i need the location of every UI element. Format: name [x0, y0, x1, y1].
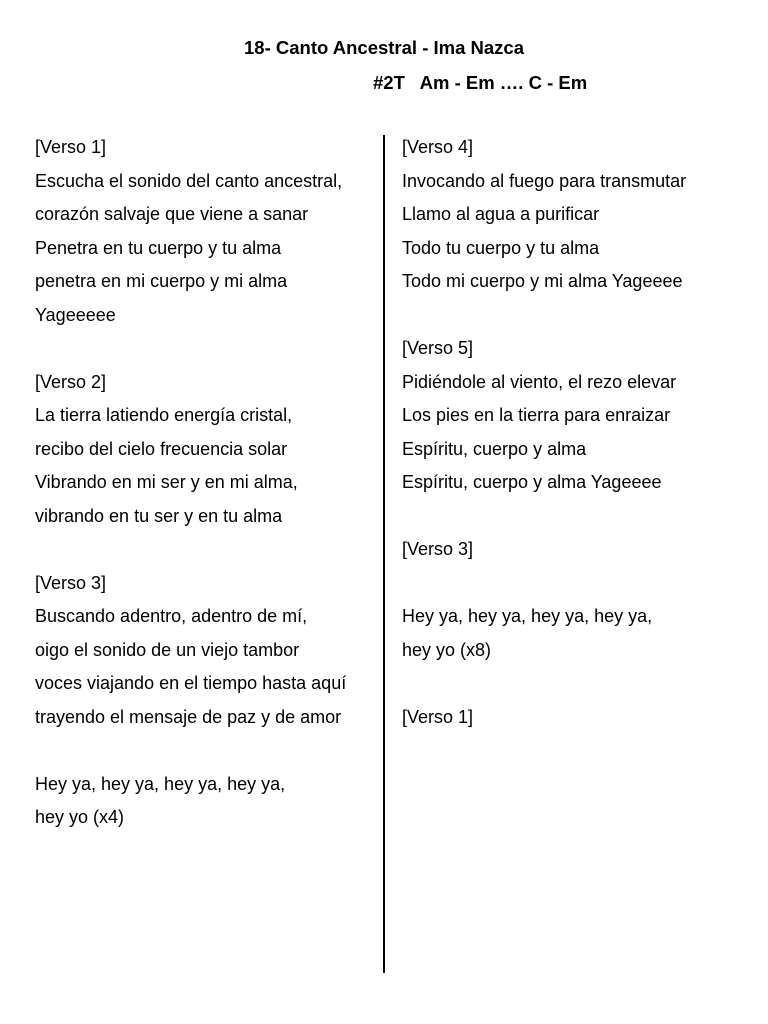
lyric-line: Vibrando en mi ser y en mi alma, [35, 472, 298, 492]
lyric-line: voces viajando en el tiempo hasta aquí [35, 673, 347, 693]
lyric-line: hey yo (x8) [402, 639, 492, 660]
lyric-line: Yageeeee [35, 304, 116, 325]
lyric-line: Llamo al agua a purificar [402, 204, 600, 224]
lyric-line: penetra en mi cuerpo y mi alma [35, 271, 288, 291]
blank-line [402, 303, 742, 337]
left-lyrics-column [35, 135, 380, 839]
lyric-line: Escucha el sonido del canto ancestral, [35, 170, 343, 191]
lyric-line: [Verso 4] [402, 137, 474, 157]
chord-progression: Am - Em …. C - Em [419, 72, 588, 93]
lyric-line: Invocando al fuego para transmutar [402, 170, 687, 191]
right-lyrics-column [402, 135, 742, 738]
lyric-line: Hey ya, hey ya, hey ya, hey ya, [402, 606, 653, 626]
lyric-line: vibrando en tu ser y en tu alma [35, 505, 283, 526]
blank-line [402, 571, 742, 605]
lyric-line: Pidiéndole al viento, el rezo elevar [402, 371, 677, 392]
blank-line [402, 671, 742, 705]
blank-line [402, 504, 742, 538]
lyric-line: [Verso 1] [35, 137, 107, 157]
blank-line [35, 738, 380, 772]
column-divider [383, 135, 385, 973]
lyric-line: [Verso 3] [35, 572, 107, 593]
lyric-line: hey yo (x4) [35, 807, 125, 827]
lyric-line: Espíritu, cuerpo y alma [402, 438, 587, 459]
blank-line [35, 336, 380, 370]
lyric-line: trayendo el mensaje de paz y de amor [35, 706, 342, 727]
lyric-line: recibo del cielo frecuencia solar [35, 438, 288, 459]
lyric-line: oigo el sonido de un viejo tambor [35, 639, 300, 660]
lyric-line: Todo tu cuerpo y tu alma [402, 237, 600, 258]
song-title [0, 37, 768, 59]
lyric-line: [Verso 5] [402, 338, 474, 358]
chord-line [373, 72, 587, 94]
lyric-line: Los pies en la tierra para enraizar [402, 405, 671, 425]
lyric-line: corazón salvaje que viene a sanar [35, 204, 309, 224]
lyric-line: Penetra en tu cuerpo y tu alma [35, 237, 282, 258]
tuning-label: #2T [373, 72, 405, 93]
lyric-line: Todo mi cuerpo y mi alma Yageeee [402, 271, 683, 291]
song-title-text: 18- Canto Ancestral - Ima Nazca [244, 37, 524, 58]
lyric-line: [Verso 2] [35, 371, 107, 392]
lyric-line: La tierra latiendo energía cristal, [35, 405, 293, 425]
lyric-line: [Verso 3] [402, 539, 474, 559]
lyric-line: Buscando adentro, adentro de mí, [35, 606, 308, 626]
lyric-line: Hey ya, hey ya, hey ya, hey ya, [35, 773, 286, 794]
lyric-line: Espíritu, cuerpo y alma Yageeee [402, 472, 662, 492]
lyric-line: [Verso 1] [402, 706, 474, 727]
blank-line [35, 537, 380, 571]
